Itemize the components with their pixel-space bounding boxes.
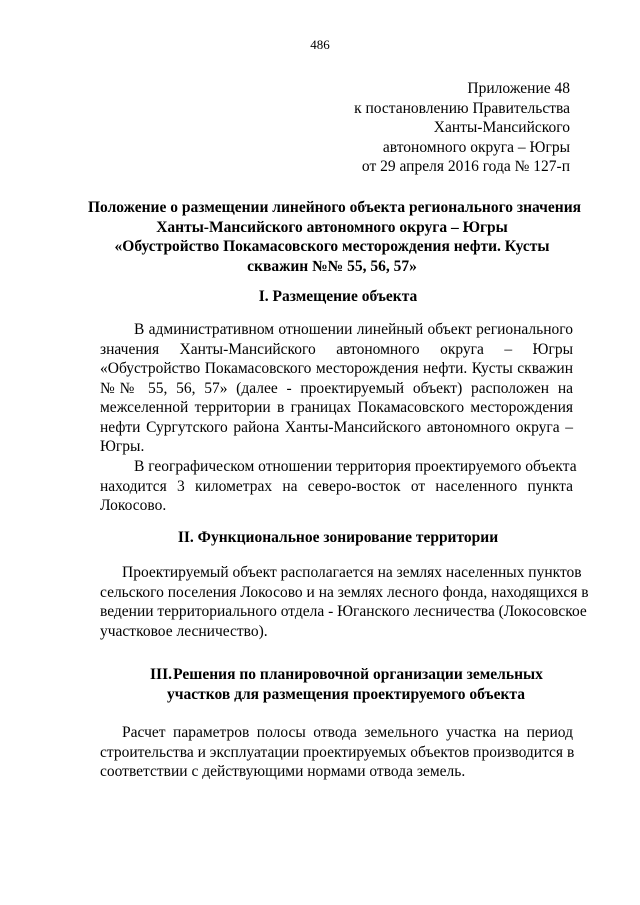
- text-line: В географическом отношении территория проектируемого объекта: [134, 458, 577, 475]
- appendix-line: к постановлению Правительства: [354, 99, 570, 117]
- text-line: ведении территориального отдела - Юганского лесничества (Локосовское: [100, 603, 587, 620]
- text-line: значения Ханты-Мансийского автономного округа – Югры: [100, 340, 573, 358]
- text-line: находится 3 километрах на северо-восток от населенного пункта: [100, 477, 573, 495]
- section-2-paragraph-1: [100, 563, 589, 641]
- heading-line: Решения по планировочной организации земельных: [173, 666, 543, 683]
- text-line: Локосово.: [100, 497, 167, 514]
- section-3-paragraph-1: [100, 723, 573, 782]
- page-number: 486: [310, 37, 330, 52]
- appendix-block: [270, 79, 570, 177]
- text-line: Расчет параметров полосы отвода земельного участка на период: [122, 724, 573, 741]
- title-line: скважин №№ 55, 56, 57»: [247, 257, 417, 275]
- text-line: строительства и эксплуатации проектируемых объектов производится в: [100, 743, 575, 761]
- section-1-heading: I. Размещение объекта: [258, 288, 418, 305]
- text-line: Югры.: [100, 438, 145, 455]
- appendix-line: от 29 апреля 2016 года № 127-п: [361, 158, 570, 175]
- text-line: В административном отношении линейный объект регионального: [134, 321, 573, 338]
- text-line: межселенной территории в границах Покамасовского месторождения: [100, 399, 573, 416]
- section-2-heading: II. Функциональное зонирование территории: [177, 529, 499, 546]
- text-line: соответствии с действующими нормами отвода земель.: [100, 763, 466, 780]
- section-1-paragraph-1: [100, 320, 573, 457]
- title-line: Ханты-Мансийского автономного округа – Югры: [156, 218, 508, 236]
- text-line: сельского поселения Локосово и на землях лесного фонда, находящихся в: [100, 583, 589, 601]
- text-line: «Обустройство Покамасовского месторождения нефти. Кусты скважин: [100, 360, 573, 377]
- appendix-line: автономного округа – Югры: [382, 138, 570, 156]
- appendix-line: Приложение 48: [467, 80, 570, 97]
- section-1-paragraph-2: [100, 457, 577, 516]
- text-line: №№ 55, 56, 57» (далее - проектируемый объект) расположен на: [100, 379, 573, 397]
- title-line: Положение о размещении линейного объекта регионального значения: [88, 199, 582, 216]
- document-title: [88, 198, 582, 276]
- text-line: нефти Сургутского района Ханты-Мансийского автономного округа –: [100, 418, 573, 436]
- section-3-heading: [100, 665, 576, 704]
- text-line: участковое лесничество).: [100, 622, 268, 640]
- appendix-line: Ханты-Мансийского: [433, 119, 570, 136]
- text-line: Проектируемый объект располагается на землях населенных пунктов: [122, 564, 582, 581]
- heading-line: участков для размещения проектируемого объекта: [167, 685, 525, 703]
- title-line: «Обустройство Покамасовского месторождения нефти. Кусты: [114, 238, 550, 255]
- section-3-number: III.: [150, 666, 172, 683]
